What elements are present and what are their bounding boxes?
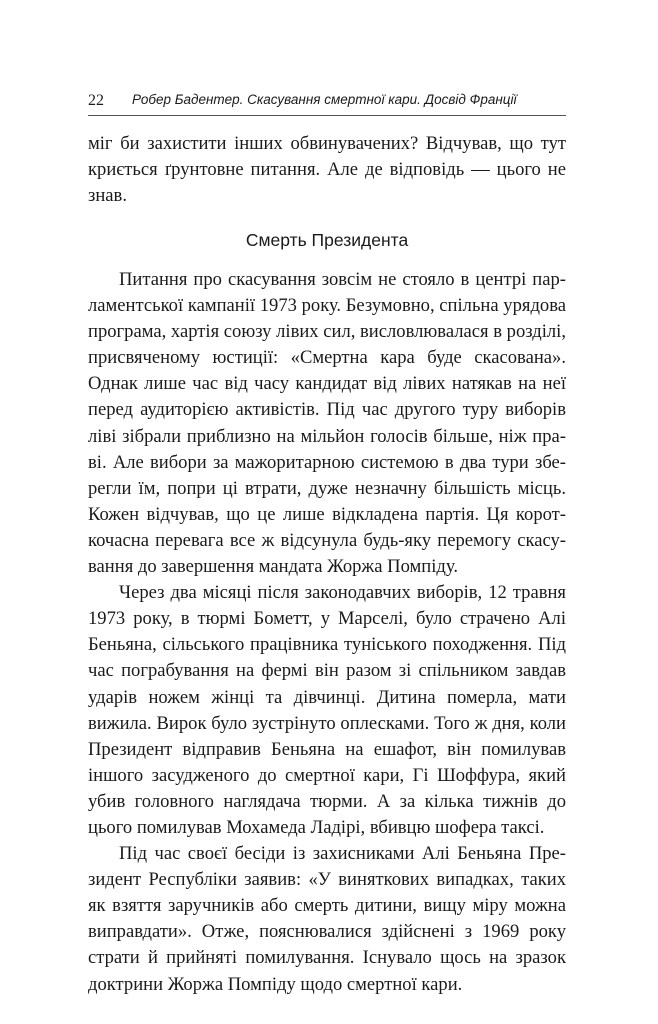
running-head: Робер Бадентер. Скасування смертної кари. Досвід Франції — [132, 92, 517, 107]
paragraph: Через два місяці після законодавчих виборів, 12 травня 1973 року, в тюрмі Бометт, у Марселі, було страчено Алі Беньяна, сільського працівника туніського походження. Під час пограбування на фермі він разом зі спільником завдав ударів ножем жінці та дівчинці. Дитина померла, мати вижила. Вирок було зустрінуто оплесками. Того ж дня, коли Президент відправив Беньяна на ешафот, він помилував іншого засудженого до смертної кари, Гі Шоффура, який убив головного наглядача тюрми. А за кілька тижнів до цього помилував Мохамеда Ладірі, вбивцю шофера таксі. — [88, 582, 566, 838]
paragraph: міг би захистити інших обвинувачених? Відчував, що тут криється ґрунтовне питання. Але де відповідь — цього не знав. — [88, 133, 566, 207]
continuation-text — [88, 131, 566, 209]
section-heading: Смерть Президента — [245, 230, 409, 250]
section-body — [88, 267, 566, 998]
page-number: 22 — [88, 92, 104, 109]
page-header — [88, 89, 566, 116]
book-page — [88, 0, 566, 1024]
paragraph: Питання про скасування зовсім не стояло в центрі парламентської кампанії 1973 року. Безумовно, спільна урядова програма, хартія союзу лівих сил, висловлювалася в розділі, присвяченому юстиції: «Смертна кара буде скасована». Однак лише час від часу кандидат від лівих натякав на неї перед аудиторією активістів. Під час другого туру виборів ліві зібрали приблизно на мільйон голосів більше, ніж праві. Але вибори за мажоритарною системою в два тури зберегли їм, попри ці втрати, дуже незначну більшість місць. Кожен відчував, що це лише відкладена партія. Ця короткочасна перевага все ж відсунула будь-яку перемогу скасування до завершення мандата Жоржа Помпіду. — [88, 269, 566, 578]
paragraph: Під час своєї бесіди із захисниками Алі Беньяна Президент Республіки заявив: «У виняткових випадках, таких як взяття заручників або смерть дитини, вищу міру можна виправдати». Отже, пояснювалися здійснені з 1969 року страти й прийняті помилування. Існувало щось на зразок доктрини Жоржа Помпіду щодо смертної кари. — [88, 843, 566, 995]
